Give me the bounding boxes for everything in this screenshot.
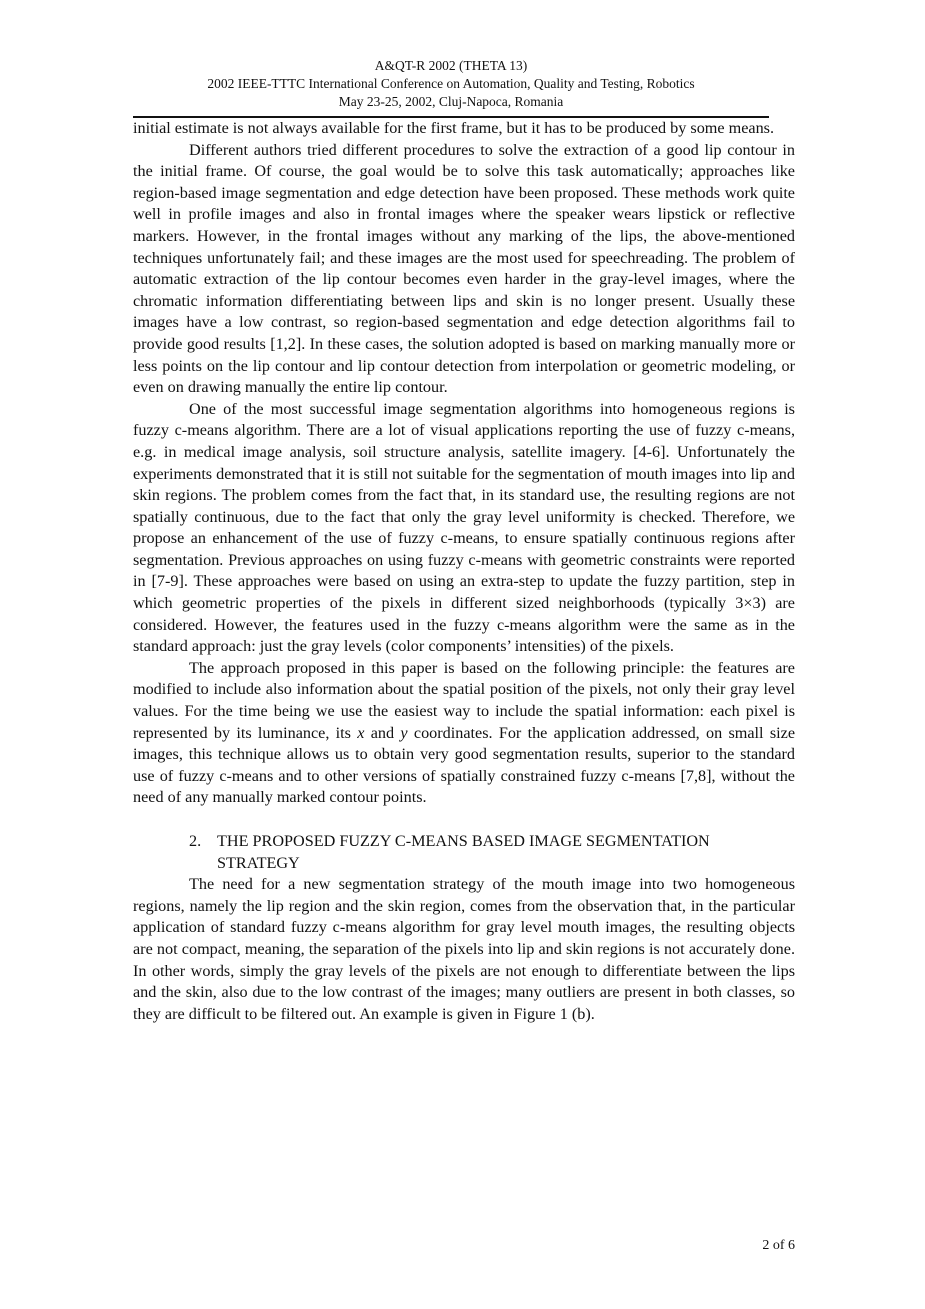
section-heading [133, 831, 795, 874]
header-conference-date-place: May 23-25, 2002, Cluj-Napoca, Romania [338, 94, 564, 109]
section-title: THE PROPOSED FUZZY C-MEANS BASED IMAGE SEGMENTATION STRATEGY [217, 832, 710, 872]
section-number: 2. [189, 832, 202, 850]
page-number: 2 of 6 [762, 1238, 795, 1253]
paragraph-fuzzy-c-means: One of the most successful image segmentation algorithms into homogeneous regions is fuzzy c-means algorithm. There are a lot of visual applications reporting the use of fuzzy c-means, e.g. in medical image analysis, soil structure analysis, satellite imagery. [4-6]. Unfortunately the experiments demonstrated that it is still not suitable for the segmentation of mouth images into lip and skin regions. The problem comes from the fact that, in its standard use, the resulting regions are not spatially continuous, due to the fact that only the gray level uniformity is checked. Therefore, we propose an enhancement of the use of fuzzy c-means, to ensure spatially continuous regions after segmentation. Previous approaches on using fuzzy c-means with geometric constraints were reported in [7-9]. These approaches were based on using an extra-step to update the fuzzy partition, step in which geometric properties of the pixels in different sized neighborhoods (typically 3×3) are considered. However, the features used in the fuzzy c-means algorithm were the same as in the standard approach: just the gray levels (color components’ intensities) of the pixels. [133, 399, 795, 656]
header-conference-title: 2002 IEEE-TTTC International Conference on Automation, Quality and Testing, Robotics [207, 76, 695, 91]
paragraph-continuation: initial estimate is not always available for the first frame, but it has to be produced by some means. [133, 119, 775, 137]
italic-variable-y: y [400, 723, 408, 742]
paragraph-text: coordinates. For the application addressed, on small size images, this technique allows us to obtain very good segmentation results, superior to the standard use of fuzzy c-means and to other versions of spatially constrained fuzzy c-means [7,8], without the need of any manually marked contour points. [133, 723, 796, 807]
section-number-cell [133, 831, 217, 874]
paragraph-text: The approach proposed in this paper is based on the following principle: the features are modified to include also information about the spatial position of the pixels, not only their gray level values. For the time being we use the easiest way to include the spatial information: each pixel is represented by its luminance, its [133, 658, 795, 742]
paragraph-proposed-approach [133, 658, 795, 809]
paragraph-text: and [364, 723, 401, 742]
body-text [133, 118, 795, 1025]
paragraph-lip-contour-procedures: Different authors tried different procedures to solve the extraction of a good lip contour in the initial frame. Of course, the goal would be to solve this task automatically; approaches like region-based image segmentation and edge detection have been proposed. These methods work quite well in profile images and also in frontal images where the speaker wears lipstick or reflective markers. However, in the frontal images without any marking of the lips, the above-mentioned techniques unfortunately fail; and these images are the most used for speechreading. The problem of automatic extraction of the lip contour becomes even harder in the gray-level images, where the chromatic information differentiating between lips and skin is no longer present. Usually these images have a low contrast, so region-based segmentation and edge detection algorithms fail to provide good results [1,2]. In these cases, the solution adopted is based on marking manually more or less points on the lip contour and lip contour detection from interpolation or geometric modeling, or even on drawing manually the entire lip contour. [133, 140, 795, 397]
italic-variable-x: x [357, 723, 365, 742]
running-header [133, 57, 769, 111]
header-conference-code: A&QT-R 2002 (THETA 13) [374, 58, 528, 73]
paragraph-segmentation-need: The need for a new segmentation strategy of the mouth image into two homogeneous regions, namely the lip region and the skin region, comes from the observation that, in the particular application of standard fuzzy c-means algorithm for gray level mouth images, the resulting objects are not compact, meaning, the separation of the pixels into lip and skin regions is not accurately done. In other words, simply the gray levels of the pixels are not enough to differentiate between the lips and the skin, also due to the low contrast of the images; many outliers are present in both classes, so they are difficult to be filtered out. An example is given in Figure 1 (b). [133, 875, 795, 1023]
